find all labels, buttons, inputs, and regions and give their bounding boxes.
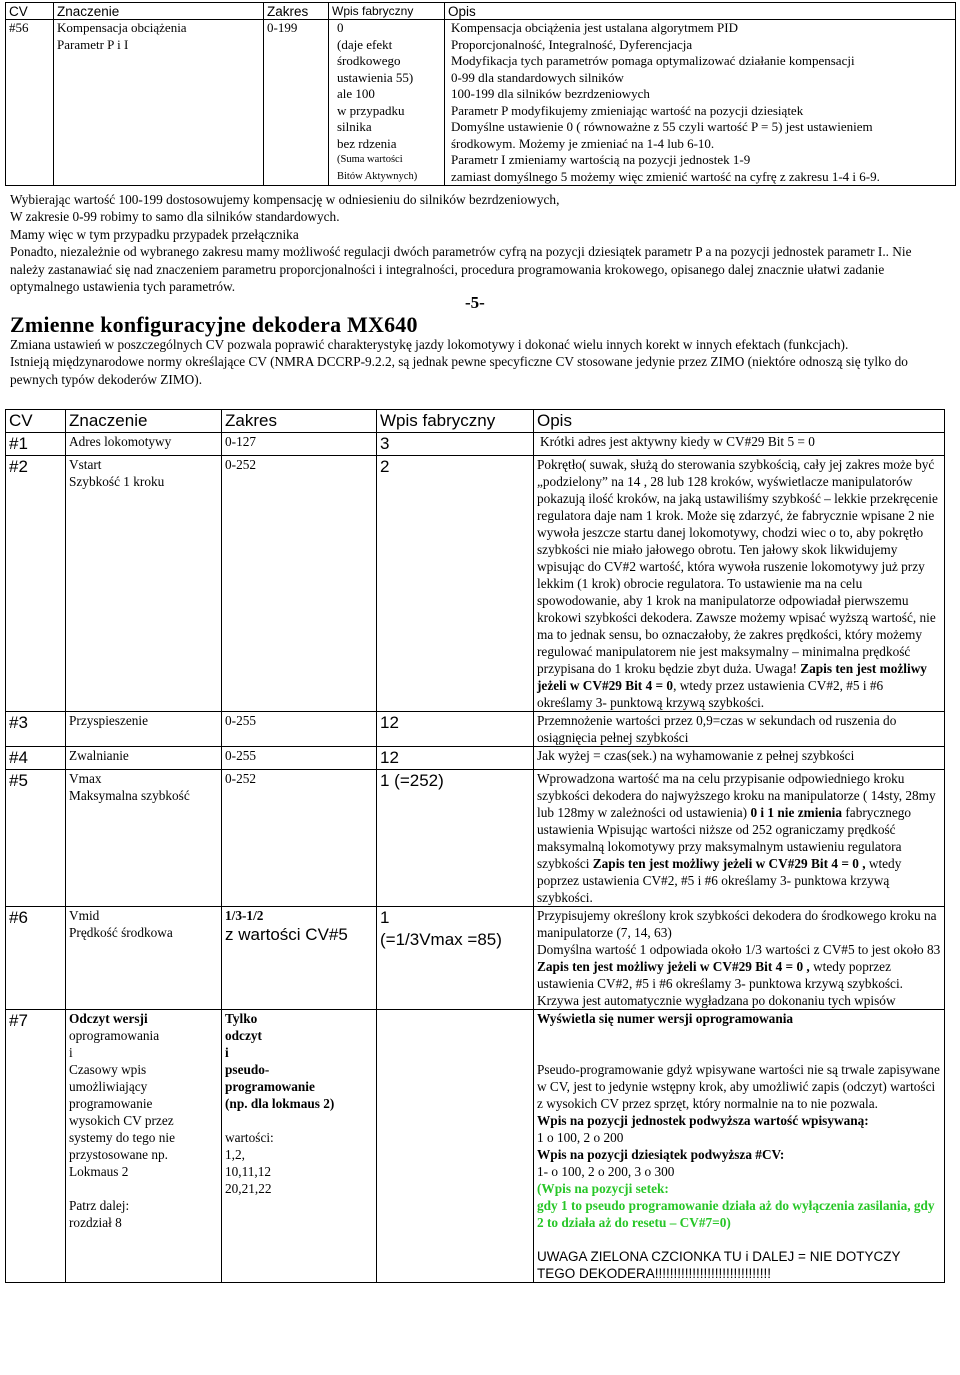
header-range: Zakres (264, 3, 329, 20)
cv-name: Odczyt wersji oprogramowania i Czasowy wpis umożliwiający programowanie wysokich CV przez systemy do tego nie przystosowane np. Lokmaus 2 Patrz dalej: rozdział 8 (66, 1010, 222, 1283)
cv-range: 0-255 (222, 747, 377, 770)
cv-name: Vmax Maksymalna szybkość (66, 770, 222, 907)
cv-number: #1 (6, 433, 66, 456)
cv-range: 0-199 (264, 20, 329, 186)
warning-note: UWAGA ZIELONA CZCIONKA TU i DALEJ = NIE DOTYCZY TEGO DEKODERA!!!!!!!!!!!!!!!!!!!!!!!!!!!!!!! (537, 1249, 901, 1281)
cv-number: #6 (6, 907, 66, 1010)
cv-factory: 12 (377, 747, 534, 770)
cv-factory: 3 (377, 433, 534, 456)
cv-number: #3 (6, 712, 66, 747)
cv-description: Pokrętło( suwak, służą do sterowania szybkością, cały jej zakres może być „podzielony” na 14 , 28 lub 128 kroków, wyświetlacze manipulatorów pokazują ilość kroków, na jaką ustawiliśmy szybkość – lekkie przekręcenie regulatora daje nam 1 krok. Może się zdarzyć, że fabrycznie wpisane 2 nie wywoła jeszcze startu danej lokomotywy, chodzi wiec o to, aby pokrętło szybkości nie miało jałowego obrotu. Ten jałowy skok likwidujemy wpisując do CV#2 wartość, która wywoła ruszenie lokomotywy już przy lekkim (1 krok) obrocie regulatora. To ustawienie ma na celu spowodowanie, aby 1 krok na manipulatorze odpowiadał pierwszemu krokowi szybkości dekodera. Zawsze możemy wpisać wyższą wartość, nie ma to jednak sensu, bo oznaczałoby, że zakres prędkości, który możemy regulować manipulatorem nie jest maksymalny – minimalna prędkość przypisana do 1 kroku będzie zbyt duża. Uwaga! Zapis ten jest możliwy jeżeli w CV#29 Bit 4 = 0, wtedy przez ustawienia CV#2, #5 i #6 określamy 3- punktową krzywą szybkości. (534, 456, 945, 712)
cv-factory: 12 (377, 712, 534, 747)
header-factory: Wpis fabryczny (329, 3, 445, 20)
cv-description: Wprowadzona wartość ma na celu przypisanie odpowiedniego kroku szybkości dekodera do najwyższego kroku na manipulatorze ( 14sty, 28my lub 128my w zależności od ustawienia) 0 i 1 nie zmienia fabrycznego ustawienia Wpisując wartości niższe od 252 ograniczamy prędkość maksymalną lokomotywy przy maksymalnym ustawieniu regulatora szybkości Zapis ten jest możliwy jeżeli w CV#29 Bit 4 = 0 , wtedy poprzez ustawienia CV#2, #5 i #6 określamy 3- punktowa krzywą szybkości. (534, 770, 945, 907)
cv-range: 0-252 (222, 770, 377, 907)
page-number: -5- (465, 293, 485, 312)
table-row (6, 907, 945, 1010)
cv-description: Krótki adres jest aktywny kiedy w CV#29 Bit 5 = 0 (534, 433, 945, 456)
cv-description: Przypisujemy określony krok szybkości dekodera do środkowego kroku na manipulatorze (7, 14, 63) Domyślna wartość 1 odpowiada około 1/3 wartości z CV#5 to jest około 83 Zapis ten jest możliwy jeżeli w CV#29 Bit 4 = 0 , wtedy poprzez ustawienia CV#2, #5 i #6 określamy 3- punktowa krzywą szybkości. Krzywa jest automatycznie wygładzana po dokonaniu tych wpisów (534, 907, 945, 1010)
cv-factory: 2 (377, 456, 534, 712)
header-desc: Opis (445, 3, 956, 20)
cv-factory (377, 1010, 534, 1283)
cv-factory: 0 (daje efekt środkowego ustawienia 55) ale 100 w przypadku silnika bez rdzenia (Suma wartości Bitów Aktywnych) (329, 20, 445, 186)
cv-factory: 1 (=252) (377, 770, 534, 907)
table-row (6, 20, 956, 186)
table-row (6, 770, 945, 907)
cv-description: Jak wyżej = czas(sek.) na wyhamowanie z pełnej szybkości (534, 747, 945, 770)
cv-number: #2 (6, 456, 66, 712)
cv-range: 0-127 (222, 433, 377, 456)
cv56-table (5, 2, 956, 186)
section-description: Zmiana ustawień w poszczególnych CV pozwala poprawić charakterystykę jazdy lokomotywy i dokonać wielu innych korekt w innych efektach (funkcjach). Istnieją międzynarodowe normy określające CV (NMRA DCCRP-9.2.2, są jednak pewne specyficzne CV stosowane jedynie przez ZIMO (niektóre odnoszą się tylko do pewnych typów dekoderów ZIMO). (10, 337, 908, 387)
header-desc: Opis (534, 410, 945, 433)
table-header-row (6, 3, 956, 20)
cv-name: Vmid Prędkość środkowa (66, 907, 222, 1010)
cv-description: Przemnożenie wartości przez 0,9=czas w sekundach od ruszenia do osiągnięcia pełnej szybkości (534, 712, 945, 747)
table-row (6, 433, 945, 456)
header-factory: Wpis fabryczny (377, 410, 534, 433)
cv-number: #4 (6, 747, 66, 770)
cv-name: Vstart Szybkość 1 kroku (66, 456, 222, 712)
page-title: Zmienne konfiguracyjne dekodera MX640 (10, 312, 418, 337)
table-row (6, 712, 945, 747)
table-row (6, 1010, 945, 1283)
cv-factory: 1 (=1/3Vmax =85) (377, 907, 534, 1010)
green-note: (Wpis na pozycji setek: (537, 1181, 669, 1196)
cv-range: Tylko odczyt i pseudo- programowanie (np. dla lokmaus 2) wartości: 1,2, 10,11,12 20,21,22 (222, 1010, 377, 1283)
header-name: Znaczenie (54, 3, 264, 20)
cv-name: Zwalnianie (66, 747, 222, 770)
header-name: Znaczenie (66, 410, 222, 433)
cv-description: Wyświetla się numer wersji oprogramowania Pseudo-programowanie gdyż wpisywane wartości nie są trwale zapisywane w CV, jest to jedynie wstępny krok, aby umożliwić zapis (odczyt) wartości z wysokich CV przez sprzęt, który normalnie na to nie pozwala. Wpis na pozycji jednostek podwyższa wartość wpisywaną: 1 o 100, 2 o 200 Wpis na pozycji dziesiątek podwyższa #CV: 1- o 100, 2 o 200, 3 o 300 (Wpis na pozycji setek: gdy 1 to pseudo programowanie działa aż do wyłączenia zasilania, gdy 2 to działa aż do resetu – CV#7=0) UWAGA ZIELONA CZCIONKA TU i DALEJ = NIE DOTYCZY TEGO DEKODERA!!!!!!!!!!!!!!!!!!!!!!!!!!!!!!! (534, 1010, 945, 1283)
intro-text: Wybierając wartość 100-199 dostosowujemy kompensację w odniesieniu do silników bezrdzeniowych, W zakresie 0-99 robimy to samo dla silników standardowych. Mamy więc w tym przypadku przypadek przełącznika Ponadto, niezależnie od wybranego zakresu mamy możliwość regulacji dwóch parametrów cyfrą na pozycji dziesiątek parametr P a na pozycji jednostek parametr I.. Nie należy zastanawiać się nad znaczeniem parametru proporcjonalności i integralności, procedura programowania krokowego, opisanego dalej znacznie ułatwi zadanie optymalnego ustawienia tych parametrów. (10, 192, 912, 295)
table-header-row (6, 410, 945, 433)
header-range: Zakres (222, 410, 377, 433)
table-row (6, 456, 945, 712)
cv-name: Adres lokomotywy (66, 433, 222, 456)
cv-description: Kompensacja obciążenia jest ustalana algorytmem PID Proporcjonalność, Integralność, Dyferencjacja Modyfikacja tych parametrów pomaga optymalizować działanie kompensacji 0-99 dla standardowych silników 100-199 dla silników bezrdzeniowych Parametr P modyfikujemy zmieniając wartość na pozycji dziesiątek Domyślne ustawienie 0 ( równoważne z 55 czyli wartość P = 5) jest ustawieniem środkowym. Możemy je zmieniać na 1-4 lub 6-10. Parametr I zmieniamy wartością na pozycji jednostek 1-9 zamiast domyślnego 5 możemy więc zmienić wartość na cyfrę z zakresu 1-4 i 6-9. (445, 20, 956, 186)
cv-name: Przyspieszenie (66, 712, 222, 747)
cv-number: #56 (6, 20, 54, 186)
cv-range: 0-255 (222, 712, 377, 747)
cv-name: Kompensacja obciążenia Parametr P i I (54, 20, 264, 186)
cv-number: #7 (6, 1010, 66, 1283)
green-note: gdy 1 to pseudo programowanie działa aż do wyłączenia zasilania, gdy 2 to działa aż do resetu – CV#7=0) (537, 1198, 935, 1230)
cv-table (5, 409, 945, 1283)
cv-number: #5 (6, 770, 66, 907)
header-cv: CV (6, 3, 54, 20)
header-cv: CV (6, 410, 66, 433)
cv-range: 1/3-1/2 z wartości CV#5 (222, 907, 377, 1010)
cv-range: 0-252 (222, 456, 377, 712)
table-row (6, 747, 945, 770)
